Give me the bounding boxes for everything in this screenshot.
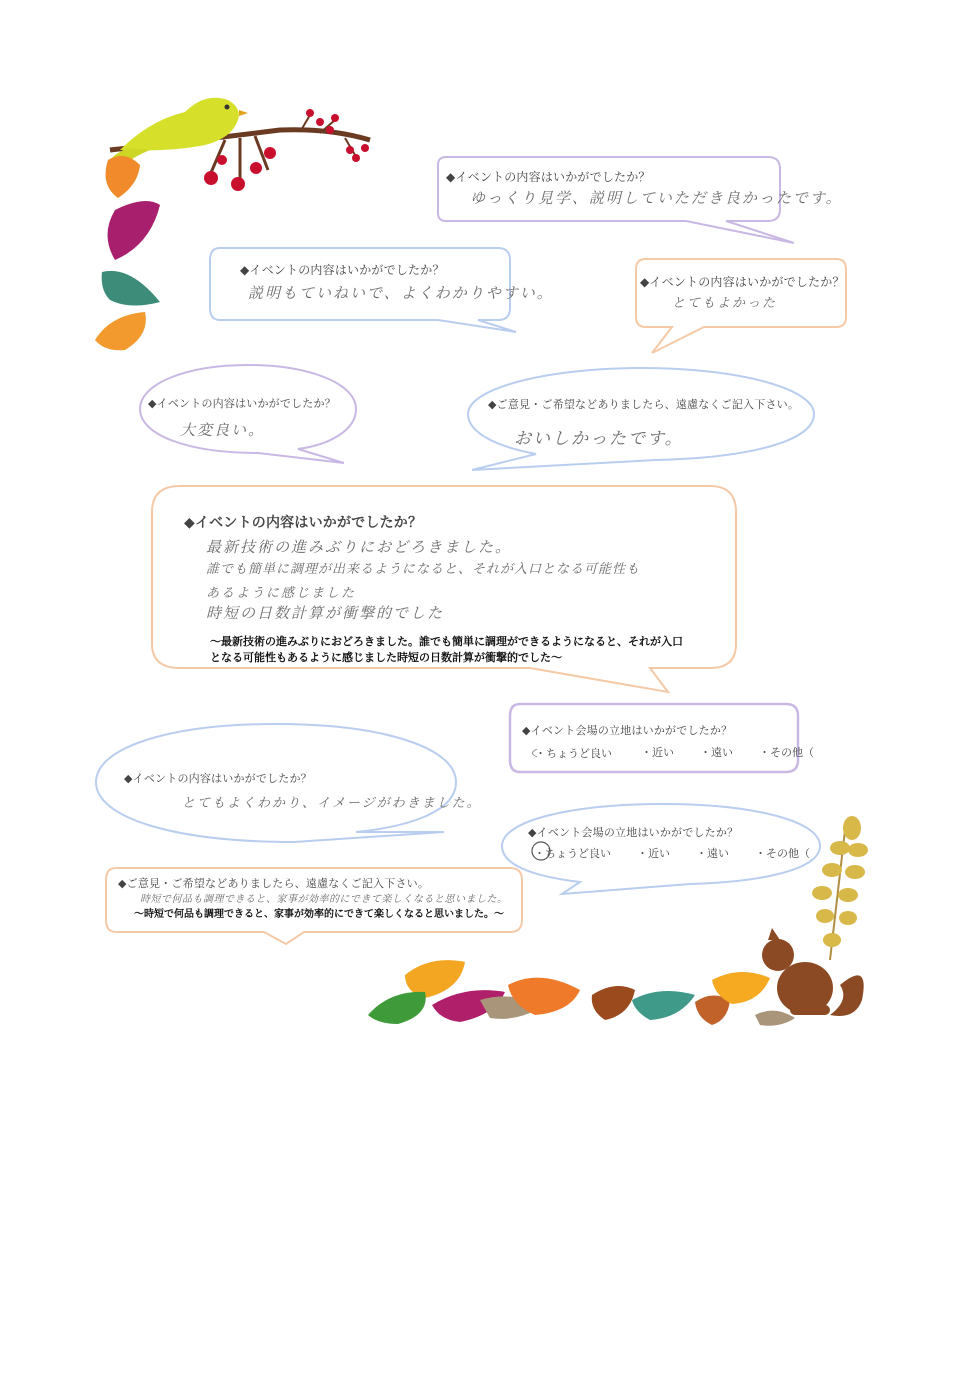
feedback-bubble-8 [94, 722, 482, 846]
response-transcript: ～時短で何品も調理できると、家事が効率的にできて楽しくなると思いました。～ [134, 909, 504, 920]
option-just-right: ・ちょうど良い [532, 744, 615, 762]
handwritten-line-2: 誰でも簡単に調理が出来るようになると、それが入口となる可能性も [206, 562, 641, 577]
option-other: ・その他（ [759, 746, 814, 759]
response-transcript: ～最新技術の進みぶりにおどろきました。誰でも簡単に調理ができるようになると、それが入口となる可能性もあるように感じました時短の日数計算が衝撃的でした～ [210, 635, 683, 664]
handwritten-response: 大変良い。 [180, 421, 266, 439]
handwritten-response: とてもよくわかり、イメージがわきました。 [182, 796, 482, 811]
question-label: ◆イベントの内容はいかがでしたか？ [124, 772, 312, 785]
handwritten-line-1: 最新技術の進みぶりにおどろきました。 [206, 538, 513, 556]
leaf-teal-icon [102, 271, 160, 306]
venue-options [532, 744, 814, 762]
leaf-magenta-icon [108, 201, 161, 260]
feedback-bubble-4 [138, 363, 358, 465]
question-label: ◆イベントの内容はいかがでしたか？ [446, 170, 651, 184]
option-just-right: ・ちょうど良い [534, 847, 611, 860]
squirrel-icon [762, 928, 864, 1016]
feedback-bubble-1 [436, 155, 843, 247]
question-label: ◆ご意見・ご希望などありましたら、遠慮なくご記入下さい。 [488, 398, 800, 411]
feedback-bubble-6 [150, 484, 740, 694]
handwritten-response: おいしかったです。 [514, 429, 684, 449]
handwritten-response: 時短で何品も調理できると、家事が効率的にできて楽しくなると思いました。 [140, 894, 508, 905]
handwritten-response: ゆっくり見学、説明していただき良かったです。 [470, 189, 843, 207]
leaf-orange-icon [106, 156, 140, 198]
option-near: ・近い [637, 847, 670, 860]
option-other: ・その他（ [755, 847, 810, 860]
question-label: ◆イベントの内容はいかがでしたか？ [148, 397, 336, 410]
venue-options [534, 845, 810, 861]
question-label: ◆イベント会場の立地はいかがでしたか？ [522, 724, 733, 737]
selected-circle-icon [530, 840, 552, 862]
question-label: ◆イベントの内容はいかがでしたか？ [240, 263, 445, 277]
feedback-bubble-5 [466, 366, 818, 472]
feedback-bubble-3 [634, 257, 850, 355]
feedback-bubble-2 [208, 246, 554, 334]
venue-bubble-1 [508, 702, 814, 774]
question-label: ◆ご意見・ご希望などありましたら、遠慮なくご記入下さい。 [118, 877, 430, 890]
option-far: ・遠い [700, 746, 733, 759]
question-label: ◆イベントの内容はいかがでしたか？ [184, 515, 423, 531]
handwritten-line-3: あるように感じました [206, 586, 357, 601]
handwritten-response: とてもよかった [672, 296, 778, 311]
option-near: ・近い [641, 746, 674, 759]
question-label: ◆イベントの内容はいかがでしたか？ [640, 275, 845, 289]
handwritten-response: 説明もていねいで、よくわかりやすい。 [248, 284, 554, 302]
feedback-bubble-10 [104, 866, 524, 944]
venue-bubble-2 [500, 802, 824, 896]
leaf-orange-icon [95, 312, 146, 350]
option-far: ・遠い [696, 847, 729, 860]
question-label: ◆イベント会場の立地はいかがでしたか？ [528, 826, 739, 839]
handwritten-line-4: 時短の日数計算が衝撃的でした [206, 604, 445, 622]
leaf-pile-icon [368, 960, 795, 1026]
